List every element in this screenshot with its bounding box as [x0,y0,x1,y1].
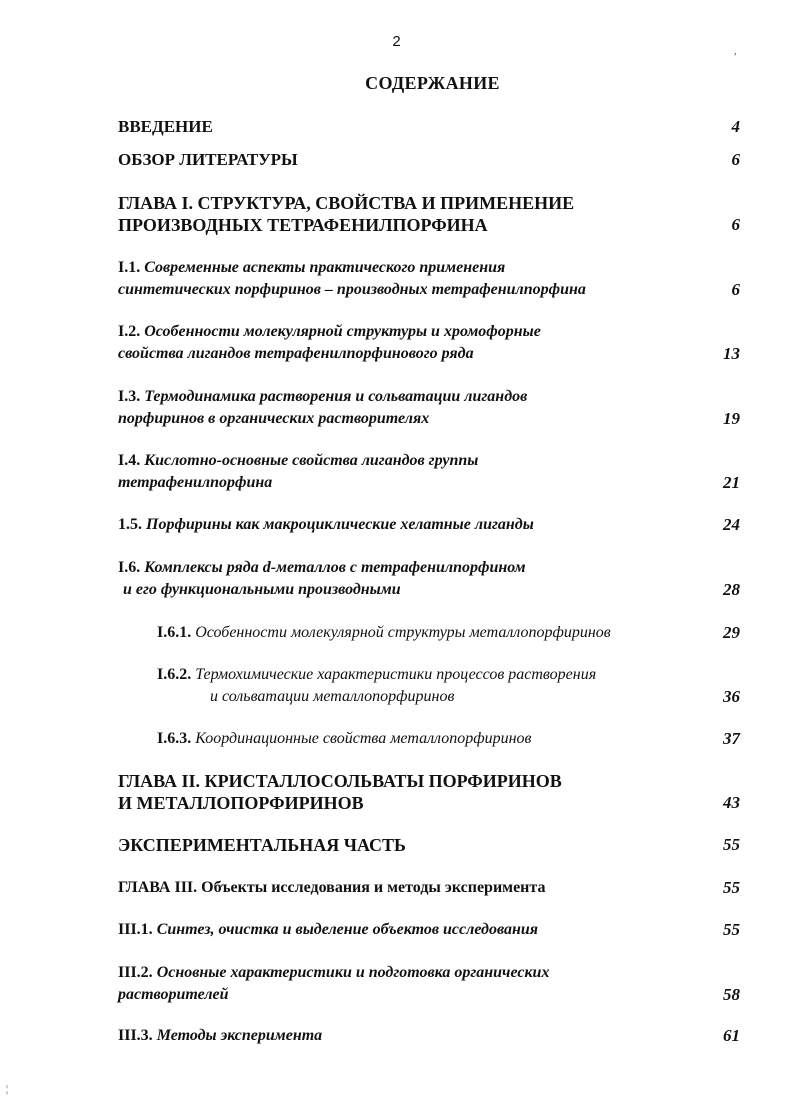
toc-entry-text: ОБЗОР ЛИТЕРАТУРЫ [118,150,298,169]
toc-entry-number: 1.5. [118,516,142,533]
toc-entry-number: III.2. [118,964,153,981]
toc-entry-line: ГЛАВА II. КРИСТАЛЛОСОЛЬВАТЫ ПОРФИРИНОВ [118,771,562,791]
toc-entry [118,962,740,1006]
scan-mark: , [734,46,737,57]
toc-entry-line: Основные характеристики и подготовка органических [156,964,550,981]
toc-entry-line: Комплексы ряда d-металлов с тетрафенилпорфином [144,559,526,576]
toc-entry-number: III.3. [118,1027,153,1044]
toc-page: 19 [723,409,740,428]
toc-entry [118,321,740,365]
toc-entry-number: I.4. [118,452,141,469]
toc-entry-text: ГЛАВА III. Объекты исследования и методы эксперимента [118,879,546,896]
toc-entry-number: I.6. [118,559,141,576]
toc-entry-number: I.6.3. [157,730,192,747]
toc-page: 43 [723,793,740,812]
toc-entry-text: Особенности молекулярной структуры металлопорфиринов [195,624,611,641]
toc-entry-line: и сольватации металлопорфиринов [210,688,455,705]
toc-entry-line: синтетических порфиринов – производных тетрафенилпорфина [118,281,586,298]
toc-entry-number: I.2. [118,323,141,340]
toc-entry [118,1025,740,1047]
toc-entry-text: ВВЕДЕНИЕ [118,117,213,136]
toc-entry [118,257,740,301]
toc-entry-line: Термохимические характеристики процессов растворения [195,666,597,683]
toc-page: 24 [723,515,740,534]
toc-page: 58 [723,985,740,1004]
toc-page: 55 [723,920,740,939]
page-number: 2 [392,33,401,50]
toc-entry [118,557,740,601]
toc-page: 29 [723,623,740,642]
toc-entry-line: порфиринов в органических растворителях [118,410,430,427]
toc-entry [118,450,740,494]
toc-page: 37 [723,729,740,748]
toc-entry-line: Современные аспекты практического применения [144,259,506,276]
toc-entry-text: Порфирины как макроциклические хелатные лиганды [146,516,534,533]
toc-entry-line: свойства лигандов тетрафенилпорфинового ряда [118,345,474,362]
toc-entry-number: I.6.2. [157,666,192,683]
toc-entry-line: и его функциональными производными [123,581,401,598]
toc-page: 28 [723,580,740,599]
toc-entry [118,386,740,430]
toc-entry-number: III.1. [118,921,153,938]
toc-entry-line: Кислотно-основные свойства лигандов группы [144,452,479,469]
toc-page: 13 [723,344,740,363]
toc-entry-number: I.6.1. [157,624,192,641]
toc-entry-number: I.3. [118,388,141,405]
toc-entry-text: Методы эксперимента [156,1027,323,1044]
toc-entry-line: Особенности молекулярной структуры и хромофорные [144,323,541,340]
toc-page: 21 [723,473,740,492]
toc-entry [118,834,740,856]
toc-entry [118,514,740,536]
toc-page: 4 [731,117,740,136]
scan-mark: ¦ [6,1084,9,1095]
toc-entry [118,116,740,138]
toc-entry [118,192,740,236]
toc-page: 55 [723,835,740,854]
toc-entry [157,728,740,750]
toc-entry-text: ЭКСПЕРИМЕНТАЛЬНАЯ ЧАСТЬ [118,835,406,855]
toc-entry [118,770,740,814]
toc-page: 55 [723,878,740,897]
toc-entry [118,919,740,941]
toc-entry-number: I.1. [118,259,141,276]
toc-entry-line: ПРОИЗВОДНЫХ ТЕТРАФЕНИЛПОРФИНА [118,215,488,235]
toc-entry [157,664,740,708]
toc-entry-text: Синтез, очистка и выделение объектов исследования [156,921,539,938]
toc-entry-line: растворителей [118,986,229,1003]
toc-page: 36 [723,687,740,706]
toc-entry-line: ГЛАВА I. СТРУКТУРА, СВОЙСТВА И ПРИМЕНЕНИЕ [118,193,575,213]
page-title: СОДЕРЖАНИЕ [365,73,500,93]
toc-page: 61 [723,1026,740,1045]
toc-entry-line: Термодинамика растворения и сольватации лигандов [144,388,528,405]
toc-entry [118,149,740,171]
toc-page: 6 [731,215,740,234]
toc-entry [157,622,740,644]
toc-entry-text: Координационные свойства металлопорфиринов [195,730,532,747]
toc-entry-line: И МЕТАЛЛОПОРФИРИНОВ [118,793,364,813]
toc-entry [118,877,740,899]
toc-page: 6 [731,150,740,169]
toc-entry-line: тетрафенилпорфина [118,474,273,491]
toc-page: 6 [731,280,740,299]
